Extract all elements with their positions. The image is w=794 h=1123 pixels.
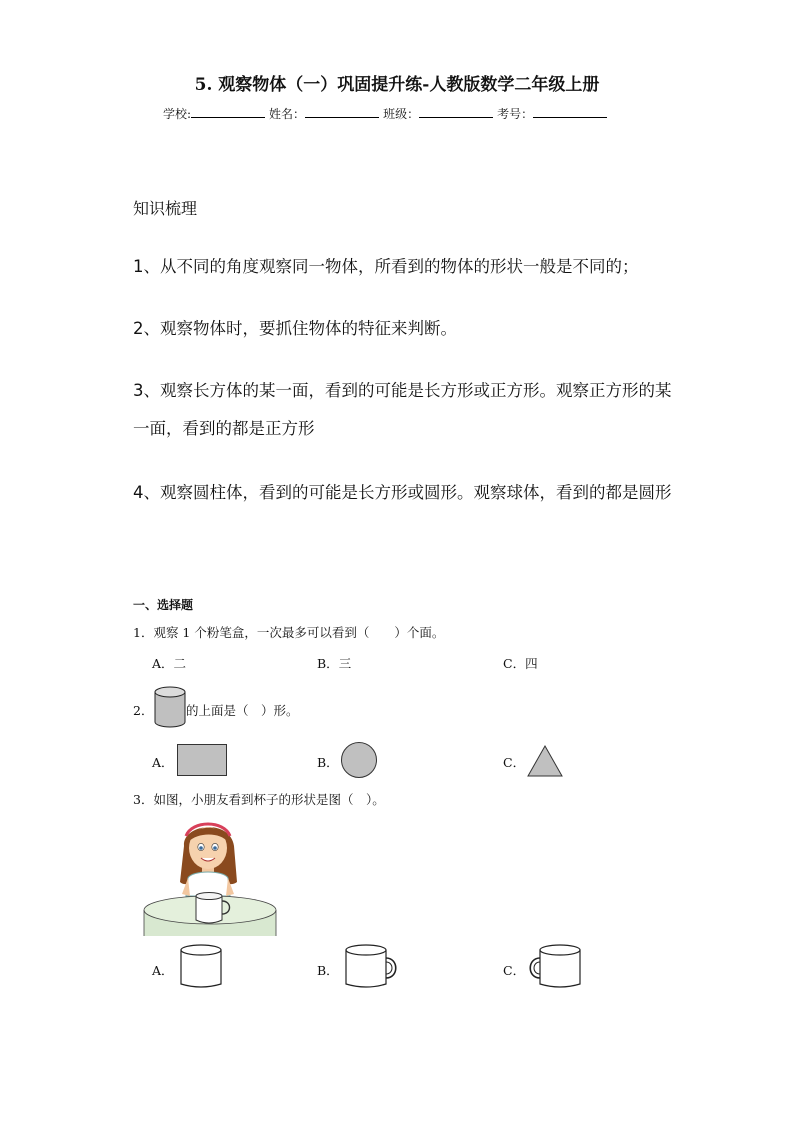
name-blank[interactable] <box>305 104 379 118</box>
q2-option-c-triangle[interactable] <box>527 745 563 777</box>
school-blank[interactable] <box>191 104 265 118</box>
question-number: 3． <box>133 792 154 807</box>
q2-option-b-circle[interactable] <box>341 742 377 778</box>
question-text: 如图，小朋友看到杯子的形状是图（ ）。 <box>153 792 385 807</box>
section-heading-choice: 一、选择题 <box>133 598 194 612</box>
question-number: 1． <box>133 625 154 640</box>
q3-option-b-label: B． <box>317 963 339 978</box>
q3-option-a-label: A． <box>152 963 174 978</box>
q2-option-c-label: C． <box>503 755 526 770</box>
class-blank[interactable] <box>419 104 493 118</box>
q3-option-c-label: C． <box>503 963 526 978</box>
q1-option-c[interactable]: C．四 <box>503 656 538 671</box>
student-info-line <box>163 104 611 122</box>
q3-option-a-cup[interactable] <box>180 944 222 990</box>
q3-option-c-cup[interactable] <box>527 944 583 990</box>
knowledge-point-3: 3、观察长方体的某一面，看到的可能是长方形或正方形。观察正方形的某一面，看到的都是正方形 <box>133 381 672 438</box>
girl-at-table-illustration <box>142 816 278 936</box>
knowledge-point-4: 4、观察圆柱体，看到的可能是长方形或圆形。观察球体，看到的都是圆形 <box>133 483 672 502</box>
name-label: 姓名： <box>269 107 306 121</box>
q2-text: 的上面是（ ）形。 <box>186 703 299 718</box>
school-label: 学校: <box>163 107 192 121</box>
q2-option-a-rectangle[interactable] <box>177 744 227 776</box>
exam-no-label: 考号： <box>497 107 534 121</box>
q2-option-a-label: A． <box>152 755 174 770</box>
knowledge-point-2: 2、观察物体时，要抓住物体的特征来判断。 <box>133 319 457 338</box>
exam-no-blank[interactable] <box>533 104 607 118</box>
knowledge-heading: 知识梳理 <box>133 199 198 218</box>
page-title: 5. 观察物体（一）巩固提升练-人教版数学二年级上册 <box>194 75 600 95</box>
question-1 <box>133 623 444 641</box>
q1-option-a[interactable]: A．二 <box>152 656 187 671</box>
knowledge-point-1: 1、从不同的角度观察同一物体，所看到的物体的形状一般是不同的； <box>133 257 639 276</box>
q1-option-b[interactable]: B．三 <box>317 656 352 671</box>
class-label: 班级： <box>383 107 420 121</box>
cylinder-image <box>153 685 187 729</box>
q3-option-b-cup[interactable] <box>345 944 401 990</box>
q2-number: 2． <box>133 703 154 718</box>
question-text: 观察 1 个粉笔盒，一次最多可以看到（ ）个面。 <box>153 625 445 640</box>
q2-option-b-label: B． <box>317 755 339 770</box>
question-3 <box>133 790 385 808</box>
